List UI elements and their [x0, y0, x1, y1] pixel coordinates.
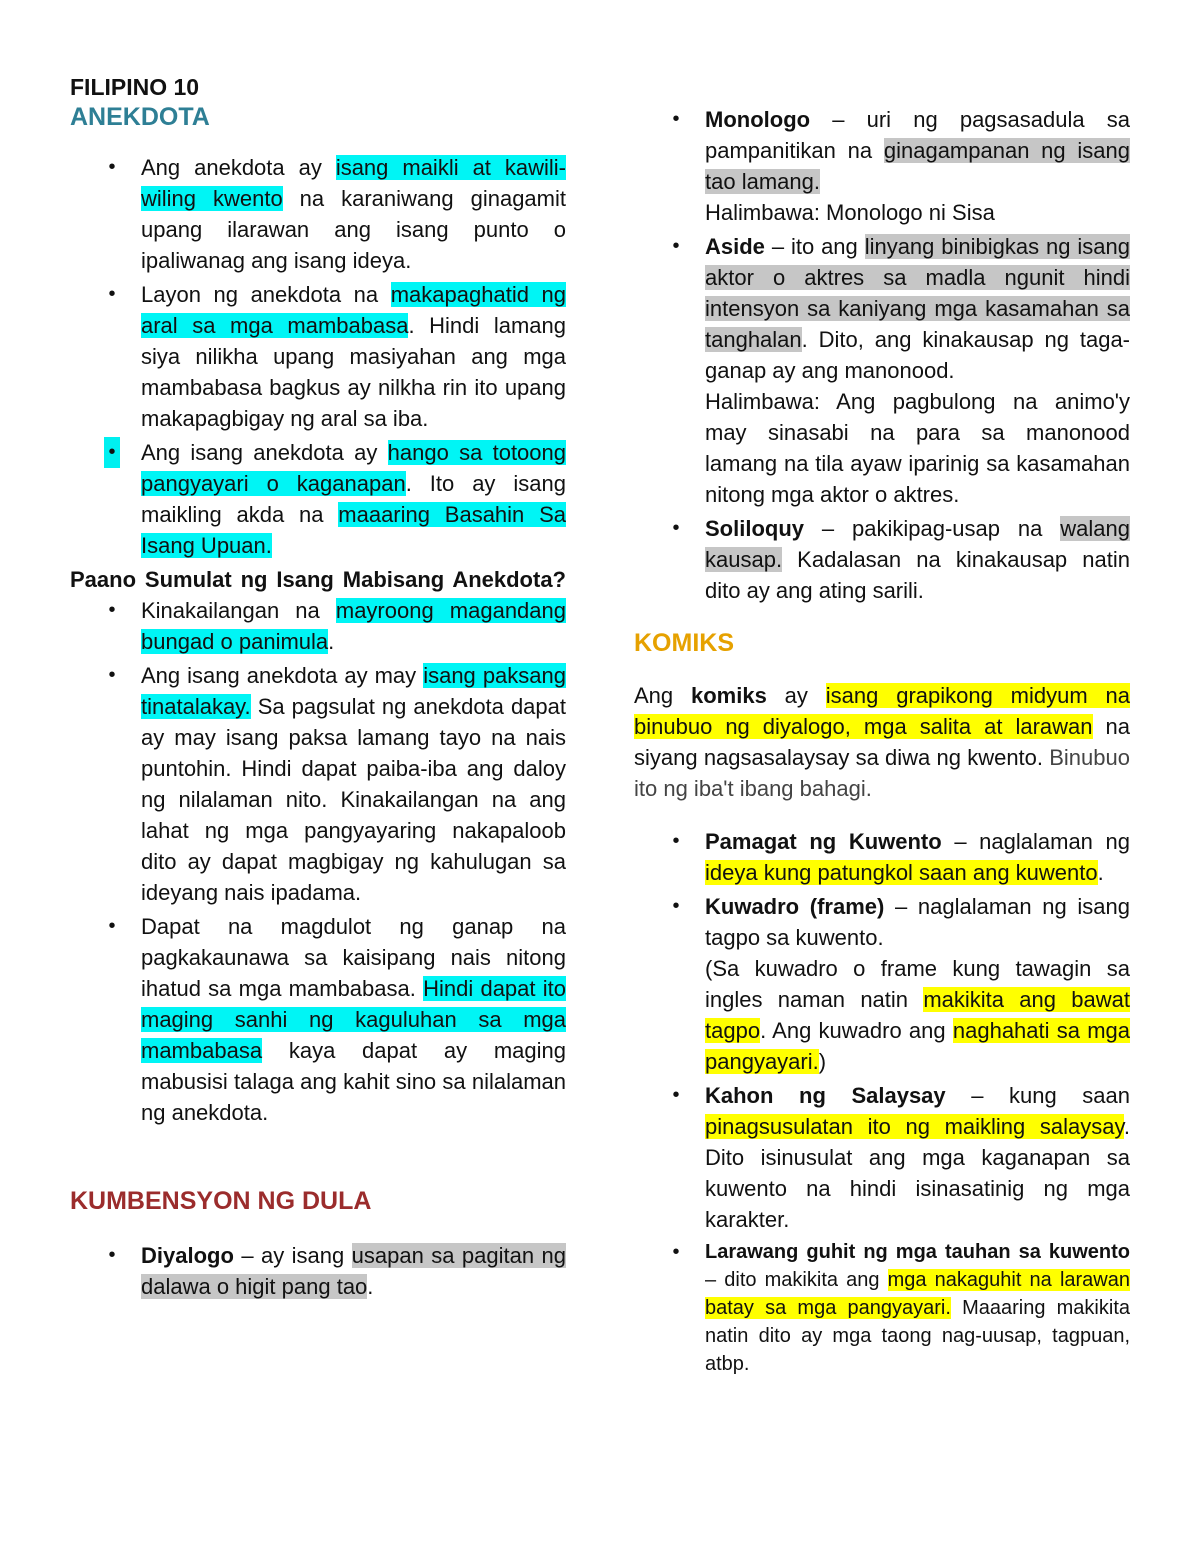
text: Binubuo ito ng iba't ibang bahagi.: [634, 745, 1130, 801]
text: ay: [766, 683, 826, 708]
bullet-icon: •: [108, 156, 116, 178]
text: Ang isang anekdota ay may: [141, 663, 424, 688]
section-heading-dula: KUMBENSYON NG DULA: [70, 1187, 372, 1215]
text: – pakikipag-usap na: [804, 516, 1061, 541]
highlight-cyan: makapaghatid ng aral sa mga mambabasa: [141, 282, 566, 338]
document-title: FILIPINO 10: [70, 74, 200, 100]
term: Monologo: [705, 107, 811, 132]
list-item: [70, 152, 566, 276]
text: – naglalaman ng: [941, 829, 1131, 854]
text: – uri ng pagsasadula sa pampanitikan na: [705, 107, 1130, 163]
text: Dapat na magdulot ng ganap na pagkakaunawa sa kaisipang nais nitong ihatud sa mga mambabasa.: [141, 914, 566, 1001]
text: Sa pagsulat ng anekdota dapat ay may isang paksa lamang tayo na nais puntohin. Hindi dapat paiba-iba ang daloy ng nilalaman nito. Kinakailangan na ang lahat ng mga pangyayaring nakapaloob dito ay dapat magbigay ng kahulugan sa ideyang nais ipadama.: [141, 694, 566, 905]
highlight-grey: walang kausap.: [705, 516, 1130, 572]
text: . Dito isinusulat ang mga kaganapan sa kuwento na hindi isinasatinig ng mga karakter.: [705, 1114, 1130, 1232]
text: .: [328, 629, 335, 654]
highlight-cyan: isang paksang tinatalakay.: [141, 663, 566, 719]
highlight-grey: usapan sa pagitan ng dalawa o higit pang tao: [141, 1243, 566, 1299]
term: Diyalogo: [141, 1243, 234, 1268]
bullet-icon: •: [672, 235, 680, 257]
bullet-icon: •: [672, 895, 680, 917]
text: – kung saan: [945, 1083, 1130, 1108]
list-item: [634, 891, 1130, 1077]
term: komiks: [691, 683, 767, 708]
text: kaya dapat ay maging mabusisi talaga ang kahit sino sa nilalaman ng anekdota.: [141, 1038, 566, 1125]
note: [705, 953, 1130, 1077]
term: Kahon ng Salaysay: [705, 1083, 946, 1108]
highlight-yellow: isang grapikong midyum na binubuo ng diyalogo, mga salita at larawan: [634, 683, 1130, 739]
text: Kadalasan na kinakausap natin dito ay ang ating sarili.: [705, 547, 1130, 603]
text: Maaaring makikita natin dito ay mga taong nag-uusap, tagpuan, atbp.: [705, 1297, 1130, 1375]
list-item: [634, 513, 1130, 606]
section-heading-komiks: KOMIKS: [634, 629, 734, 657]
bullet-icon: •: [108, 283, 116, 305]
list-item: [70, 279, 566, 434]
example: Halimbawa: Ang pagbulong na animo'y may sinasabi na para sa manonood lamang na tila ayaw iparinig sa kasamahan nitong mga aktor o aktres.: [705, 389, 1130, 507]
list-item: [634, 1080, 1130, 1235]
bullet-icon: •: [108, 599, 116, 621]
text: .: [367, 1274, 374, 1299]
text: . Dito, ang kinakausap ng taga-ganap ay ang manonood.: [705, 327, 1130, 383]
highlight-yellow: ideya kung patungkol saan ang kuwento: [705, 860, 1098, 885]
komiks-list: [634, 826, 1130, 1378]
list-item: [634, 231, 1130, 510]
term: Soliloquy: [705, 516, 804, 541]
text: – ay isang: [233, 1243, 352, 1268]
list-item: [634, 1238, 1130, 1378]
term: Kuwadro (frame): [705, 894, 885, 919]
list-item: [70, 595, 566, 657]
bullet-icon: •: [104, 437, 120, 468]
list-item: [70, 1240, 566, 1302]
text: Ang anekdota ay: [141, 155, 336, 180]
bullet-icon: •: [108, 664, 116, 686]
list-item: [70, 660, 566, 908]
text: na siyang nagsasalaysay sa diwa ng kwento.: [634, 714, 1130, 770]
bullet-icon: •: [672, 517, 680, 539]
highlight-yellow: naghahati sa mga pangyayari.: [705, 1018, 1131, 1074]
right-column: [634, 104, 1130, 1381]
left-column: [70, 72, 566, 1305]
text: Ang isang anekdota ay: [141, 440, 388, 465]
paano-list: [70, 595, 566, 1128]
highlight-yellow: makikita ang bawat tagpo: [705, 987, 1130, 1043]
text: Ang: [634, 683, 691, 708]
highlight-cyan: maaaring Basahin Sa Isang Upuan.: [141, 502, 566, 558]
list-item: [634, 104, 1130, 228]
list-item: [70, 911, 566, 1128]
text: .: [1097, 860, 1104, 885]
dula-list-left: [70, 1240, 566, 1302]
highlight-yellow: pinagsusulatan ito ng maikling salaysay: [705, 1114, 1124, 1139]
term: Aside: [705, 234, 765, 259]
term: Pamagat ng Kuwento: [705, 829, 942, 854]
komiks-intro: [634, 680, 1130, 804]
text: . Ang kuwadro ang: [760, 1018, 953, 1043]
list-item: [70, 437, 566, 561]
text: na karaniwang ginagamit upang ilarawan ang isang punto o ipaliwanag ang isang ideya.: [141, 186, 566, 273]
highlight-cyan: hango sa totoong pangyayari o kaganapan: [141, 440, 566, 496]
bullet-icon: •: [108, 915, 116, 937]
text: – dito makikita ang: [705, 1269, 888, 1291]
bullet-icon: •: [672, 1084, 680, 1106]
text: . Ito ay isang maikling akda na: [141, 471, 566, 527]
text: – naglalaman ng isang tagpo sa kuwento.: [705, 894, 1131, 950]
example: Halimbawa: Monologo ni Sisa: [705, 200, 995, 225]
list-item: [634, 826, 1130, 888]
text: Kinakailangan na: [141, 598, 336, 623]
highlight-grey: ginagampanan ng isang tao lamang.: [705, 138, 1131, 194]
question-heading: Paano Sumulat ng Isang Mabisang Anekdota?: [70, 567, 566, 592]
text: Layon ng anekdota na: [141, 282, 391, 307]
bullet-icon: •: [672, 830, 680, 852]
anekdota-list: [70, 152, 566, 561]
text: – ito ang: [764, 234, 865, 259]
bullet-icon: •: [108, 1244, 116, 1266]
text: . Hindi lamang siya nilikha upang masiyahan ang mga mambabasa bagkus ay nilkha rin ito upang makapagbigay ng aral sa iba.: [141, 313, 566, 431]
dula-list-right: [634, 104, 1130, 606]
highlight-yellow: mga nakaguhit na larawan batay sa mga pangyayari.: [705, 1269, 1130, 1319]
bullet-icon: •: [672, 108, 680, 130]
term: Larawang guhit ng mga tauhan sa kuwento: [705, 1241, 1130, 1263]
text: ): [818, 1049, 827, 1074]
highlight-cyan: Hindi dapat ito maging sanhi ng kaguluhan sa mga mambabasa: [141, 976, 566, 1063]
bullet-icon: •: [672, 1241, 680, 1263]
highlight-cyan: isang maikli at kawili-wiling kwento: [141, 155, 566, 211]
section-heading-anekdota: ANEKDOTA: [70, 103, 210, 131]
highlight-cyan: mayroong magandang bungad o panimula: [141, 598, 566, 654]
text: (Sa kuwadro o frame kung tawagin sa ingles naman natin: [705, 956, 1130, 1012]
highlight-grey: linyang binibigkas ng isang aktor o aktres sa madla ngunit hindi intensyon sa kaniyang mga kasamahan sa tanghalan: [705, 234, 1130, 352]
